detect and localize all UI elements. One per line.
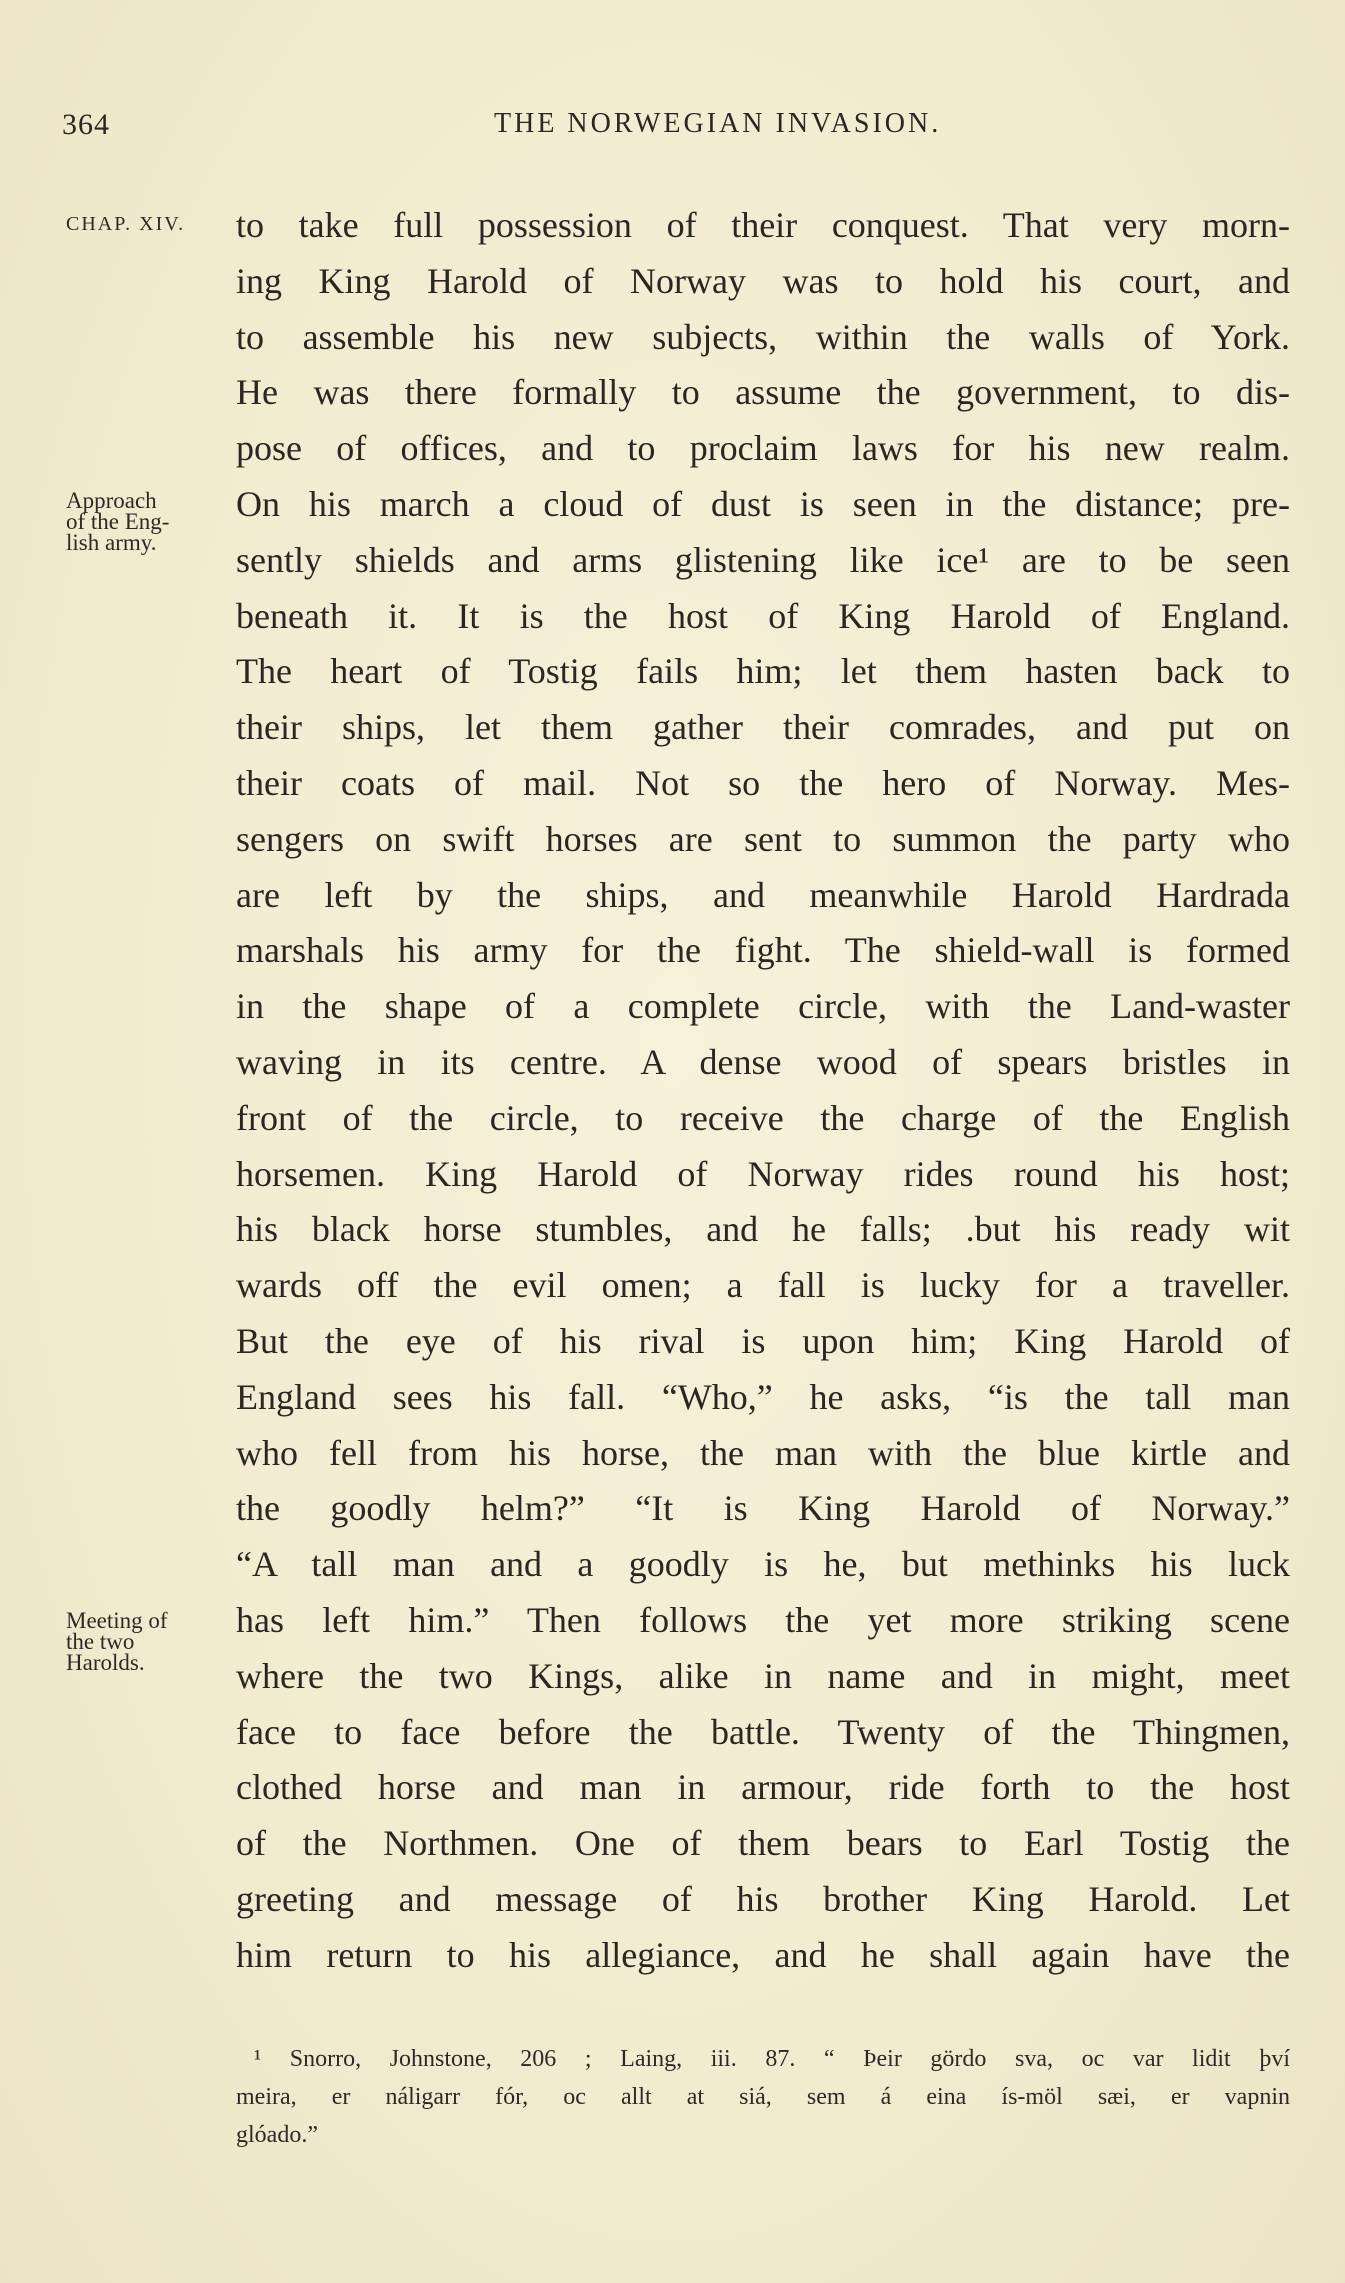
text-line: marshals his army for the fight. The shield-wall is formed: [236, 930, 1290, 971]
text-line: sently shields and arms glistening like ice¹ are to be seen: [236, 539, 1290, 580]
text-line: England sees his fall. “Who,” he asks, “is the tall man: [236, 1376, 1290, 1417]
text-line: pose of offices, and to proclaim laws for his new realm.: [236, 428, 1290, 469]
sidenote-approach: [66, 490, 169, 553]
text-line: to take full possession of their conquest. That very morn-: [236, 205, 1290, 245]
sidenote-line: of the Eng-: [66, 509, 170, 534]
text-line: their coats of mail. Not so the hero of Norway. Mes-: [236, 762, 1290, 803]
running-head: [62, 108, 1292, 148]
text-line: the goodly helm?” “It is King Harold of Norway.”: [236, 1488, 1290, 1529]
text-line: The heart of Tostig fails him; let them hasten back to: [236, 651, 1290, 692]
sidenote-line: lish army.: [66, 530, 157, 555]
text-line: On his march a cloud of dust is seen in the distance; pre-: [236, 483, 1290, 524]
sidenote-line: Approach: [66, 488, 157, 513]
footnote-line: ¹ Snorro, Johnstone, 206 ; Laing, iii. 87. “ Þeir gördo sva, oc var lidit því: [254, 2046, 1290, 2072]
page-number: 364: [62, 108, 110, 141]
text-line: face to face before the battle. Twenty of the Thingmen,: [236, 1711, 1290, 1752]
text-line: their ships, let them gather their comrades, and put on: [236, 707, 1290, 748]
text-line: has left him.” Then follows the yet more striking scene: [236, 1599, 1290, 1640]
sidenote-meeting: [66, 1610, 168, 1673]
sidenote-line: Meeting of: [66, 1608, 168, 1633]
text-line: ing King Harold of Norway was to hold his court, and: [236, 260, 1290, 301]
text-line: wards off the evil omen; a fall is lucky for a traveller.: [236, 1265, 1290, 1306]
footnote-line: glóado.”: [236, 2122, 318, 2148]
footnote-line: meira, er náligarr fór, oc allt at siá, sem á eina ís-möl sæi, er vapnin: [236, 2084, 1290, 2110]
footnotes: [236, 2040, 1290, 2154]
text-line: his black horse stumbles, and he falls; .but his ready wit: [236, 1209, 1290, 1250]
text-line: him return to his allegiance, and he shall again have the: [236, 1934, 1290, 1975]
text-line: are left by the ships, and meanwhile Harold Hardrada: [236, 874, 1290, 915]
sidenote-line: the two: [66, 1629, 135, 1654]
text-line: greeting and message of his brother King Harold. Let: [236, 1878, 1290, 1919]
chapter-marginal-note: CHAP. XIV.: [66, 213, 186, 235]
text-line: horsemen. King Harold of Norway rides round his host;: [236, 1153, 1290, 1194]
text-line: where the two Kings, alike in name and in might, meet: [236, 1655, 1290, 1696]
running-title: THE NORWEGIAN INVASION.: [494, 108, 942, 139]
text-line: of the Northmen. One of them bears to Earl Tostig the: [236, 1823, 1290, 1864]
body-text: [236, 198, 1290, 1984]
sidenote-line: Harolds.: [66, 1650, 145, 1675]
text-line: to assemble his new subjects, within the walls of York.: [236, 316, 1290, 357]
text-line: beneath it. It is the host of King Harold of England.: [236, 595, 1290, 636]
text-line: clothed horse and man in armour, ride forth to the host: [236, 1767, 1290, 1808]
text-line: “A tall man and a goodly is he, but methinks his luck: [236, 1544, 1290, 1585]
text-line: But the eye of his rival is upon him; King Harold of: [236, 1320, 1290, 1361]
text-line: He was there formally to assume the government, to dis-: [236, 372, 1290, 413]
text-line: who fell from his horse, the man with the blue kirtle and: [236, 1432, 1290, 1473]
text-line: front of the circle, to receive the charge of the English: [236, 1097, 1290, 1138]
text-line: waving in its centre. A dense wood of spears bristles in: [236, 1041, 1290, 1082]
text-line: sengers on swift horses are sent to summon the party who: [236, 818, 1290, 859]
text-line: in the shape of a complete circle, with the Land-waster: [236, 986, 1290, 1027]
